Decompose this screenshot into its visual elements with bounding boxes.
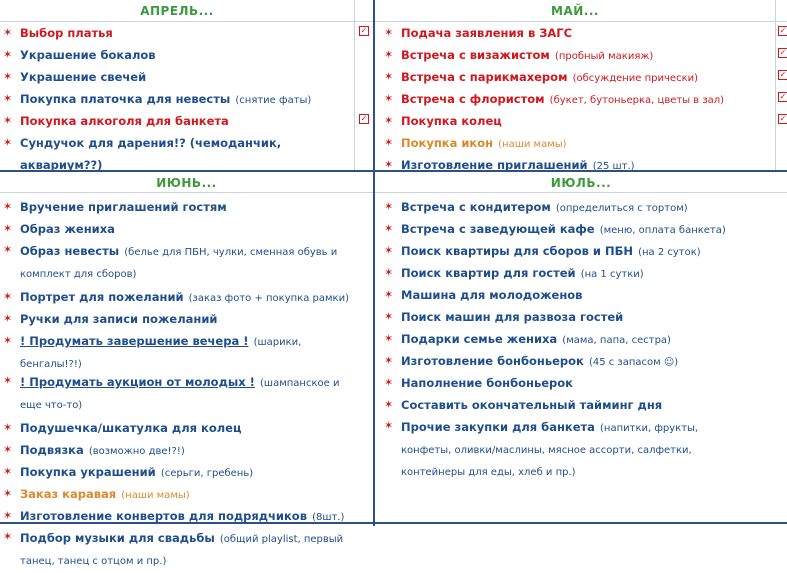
list-item — [0, 417, 360, 439]
item-note: (мама, папа, сестра) — [562, 335, 671, 346]
list-item — [0, 88, 352, 110]
item-text: Поиск квартир для гостей — [401, 266, 576, 280]
star-icon: ✶ — [384, 288, 394, 301]
checkbox-icon[interactable]: ✓ — [779, 70, 787, 79]
item-text: Поиск машин для развоза гостей — [401, 310, 624, 324]
item-text: Изготовление приглашений — [401, 158, 588, 172]
star-icon: ✶ — [3, 48, 13, 61]
item-text: Встреча с флористом — [401, 92, 545, 106]
star-icon: ✶ — [3, 136, 13, 149]
item-note: (снятие фаты) — [235, 95, 312, 106]
item-text: Образ жениха — [20, 222, 115, 236]
list-item — [0, 44, 352, 66]
item-text: Образ невесты — [20, 244, 120, 258]
star-icon: ✶ — [3, 243, 13, 256]
item-note: (обсуждение прически) — [572, 73, 699, 84]
item-note: (определиться с тортом) — [555, 203, 688, 214]
list-item — [381, 240, 751, 262]
star-icon: ✶ — [3, 200, 13, 213]
list-item — [0, 439, 360, 461]
star-icon: ✶ — [384, 26, 394, 39]
list-item — [0, 371, 360, 417]
list-item — [381, 196, 751, 218]
list-item — [0, 22, 352, 44]
list-item — [0, 527, 360, 573]
item-text: Подбор музыки для свадьбы — [20, 531, 215, 545]
may-list — [381, 22, 775, 176]
item-text: Наполнение бонбоньерок — [401, 376, 573, 390]
list-item — [0, 308, 360, 330]
item-note: (общий playlist, первый танец, танец с отцом и пр.) — [20, 534, 344, 567]
item-note: (заказ фото + покупка рамки) — [188, 293, 349, 304]
list-item — [0, 330, 360, 371]
list-item — [381, 218, 751, 240]
item-text: Подушечка/шкатулка для колец — [20, 421, 242, 435]
grid-line — [354, 0, 355, 170]
item-note: (25 шт.) — [592, 161, 635, 172]
list-item — [0, 286, 360, 308]
star-icon: ✶ — [384, 114, 394, 127]
list-item — [0, 66, 352, 88]
list-item — [381, 394, 751, 416]
star-icon: ✶ — [384, 222, 394, 235]
star-icon: ✶ — [3, 487, 13, 500]
list-item — [0, 505, 360, 527]
june-list — [0, 196, 360, 573]
star-icon: ✶ — [384, 376, 394, 389]
july-list — [381, 196, 751, 484]
item-text: Выбор платья — [20, 26, 113, 40]
item-text: Подарки семье жениха — [401, 332, 558, 346]
item-text: Заказ каравая — [20, 487, 117, 501]
star-icon: ✶ — [3, 334, 13, 347]
list-item — [381, 66, 775, 88]
checkbox-icon[interactable]: ✓ — [360, 26, 368, 35]
star-icon: ✶ — [3, 290, 13, 303]
star-icon: ✶ — [3, 465, 13, 478]
item-text: Изготовление бонбоньерок — [401, 354, 584, 368]
item-text: Вручение приглашений гостям — [20, 200, 227, 214]
item-text: Покупка алкоголя для банкета — [20, 114, 229, 128]
item-note: (серьги, гребень) — [160, 468, 254, 479]
item-text: Украшение бокалов — [20, 48, 156, 62]
star-icon: ✶ — [384, 200, 394, 213]
list-item — [381, 44, 775, 66]
star-icon: ✶ — [3, 222, 13, 235]
item-note: (возможно две!?!) — [88, 446, 185, 457]
item-note: (наши мамы) — [498, 139, 567, 150]
star-icon: ✶ — [384, 310, 394, 323]
list-item — [0, 483, 360, 505]
header-july: ИЮЛЬ... — [550, 176, 612, 190]
list-item — [381, 416, 751, 484]
item-text: Встреча с заведующей кафе — [401, 222, 595, 236]
item-note: (45 с запасом ☺) — [588, 357, 679, 368]
item-text: Украшение свечей — [20, 70, 147, 84]
item-text: Прочие закупки для банкета — [401, 420, 595, 434]
list-item — [381, 132, 775, 154]
star-icon: ✶ — [384, 70, 394, 83]
list-item — [0, 132, 352, 176]
star-icon: ✶ — [3, 443, 13, 456]
item-text: ! Продумать завершение вечера ! — [20, 334, 249, 348]
star-icon: ✶ — [3, 509, 13, 522]
item-text: Изготовление конвертов для подрядчиков — [20, 509, 307, 523]
list-item — [381, 372, 751, 394]
header-april: АПРЕЛЬ... — [140, 4, 214, 18]
list-item — [381, 88, 775, 110]
star-icon: ✶ — [384, 354, 394, 367]
item-note: (на 2 суток) — [638, 247, 701, 258]
star-icon: ✶ — [384, 158, 394, 171]
item-note: (пробный макияж) — [554, 51, 654, 62]
star-icon: ✶ — [384, 244, 394, 257]
checkbox-icon[interactable]: ✓ — [779, 26, 787, 35]
item-text: Сундучок для дарения!? (чемоданчик, аквариум??) — [20, 136, 282, 172]
item-text: Покупка икон — [401, 136, 494, 150]
star-icon: ✶ — [384, 332, 394, 345]
item-text: Покупка платочка для невесты — [20, 92, 231, 106]
star-icon: ✶ — [3, 312, 13, 325]
item-note: (8шт.) — [312, 512, 345, 523]
item-note: (наши мамы) — [121, 490, 190, 501]
star-icon: ✶ — [384, 419, 394, 432]
list-item — [381, 328, 751, 350]
star-icon: ✶ — [3, 530, 13, 543]
item-note: (меню, оплата банкета) — [599, 225, 726, 236]
item-note: (шампанское и еще что-то) — [20, 378, 340, 411]
item-note: (белье для ПБН, чулки, сменная обувь и комплект для сборов) — [20, 247, 338, 280]
star-icon: ✶ — [3, 70, 13, 83]
list-item — [0, 461, 360, 483]
list-item — [0, 110, 352, 132]
item-text: Покупка украшений — [20, 465, 156, 479]
checkbox-icon[interactable]: ✓ — [360, 114, 368, 123]
star-icon: ✶ — [3, 26, 13, 39]
list-item — [381, 284, 751, 306]
column-divider — [373, 0, 375, 526]
checkbox-icon[interactable]: ✓ — [779, 92, 787, 101]
list-item — [381, 306, 751, 328]
star-icon: ✶ — [384, 398, 394, 411]
item-text: Портрет для пожеланий — [20, 290, 184, 304]
list-item — [0, 218, 360, 240]
list-item — [0, 196, 360, 218]
item-text: Покупка колец — [401, 114, 502, 128]
checkbox-icon[interactable]: ✓ — [779, 48, 787, 57]
list-item — [381, 154, 775, 176]
star-icon: ✶ — [384, 136, 394, 149]
item-note: (шарики, бенгалы!?!) — [20, 337, 302, 370]
checkbox-icon[interactable]: ✓ — [779, 114, 787, 123]
item-text: Поиск квартиры для сборов и ПБН — [401, 244, 633, 258]
list-item — [381, 22, 775, 44]
item-text: ! Продумать аукцион от молодых ! — [20, 375, 255, 389]
list-item — [381, 350, 751, 372]
item-note: (напитки, фрукты, конфеты, оливки/маслины, мясное ассорти, салфетки, контейнеры для еды, хлеб и пр.) — [401, 423, 699, 478]
star-icon: ✶ — [3, 421, 13, 434]
item-note: (на 1 сутки) — [580, 269, 644, 280]
list-item — [0, 240, 360, 286]
item-text: Составить окончательный тайминг дня — [401, 398, 663, 412]
item-text: Ручки для записи пожеланий — [20, 312, 218, 326]
item-text: Встреча с парикмахером — [401, 70, 568, 84]
star-icon: ✶ — [384, 266, 394, 279]
star-icon: ✶ — [3, 374, 13, 387]
header-june: ИЮНЬ... — [156, 176, 217, 190]
grid-line — [775, 0, 776, 170]
star-icon: ✶ — [3, 114, 13, 127]
item-note: (букет, бутоньерка, цветы в зал) — [549, 95, 725, 106]
item-text: Подвязка — [20, 443, 84, 457]
star-icon: ✶ — [384, 92, 394, 105]
list-item — [381, 262, 751, 284]
april-list — [0, 22, 352, 176]
item-text: Встреча с визажистом — [401, 48, 550, 62]
item-text: Встреча с кондитером — [401, 200, 551, 214]
star-icon: ✶ — [384, 48, 394, 61]
star-icon: ✶ — [3, 92, 13, 105]
list-item — [381, 110, 775, 132]
header-may: МАЙ... — [551, 4, 599, 18]
item-text: Подача заявления в ЗАГС — [401, 26, 573, 40]
item-text: Машина для молодоженов — [401, 288, 583, 302]
